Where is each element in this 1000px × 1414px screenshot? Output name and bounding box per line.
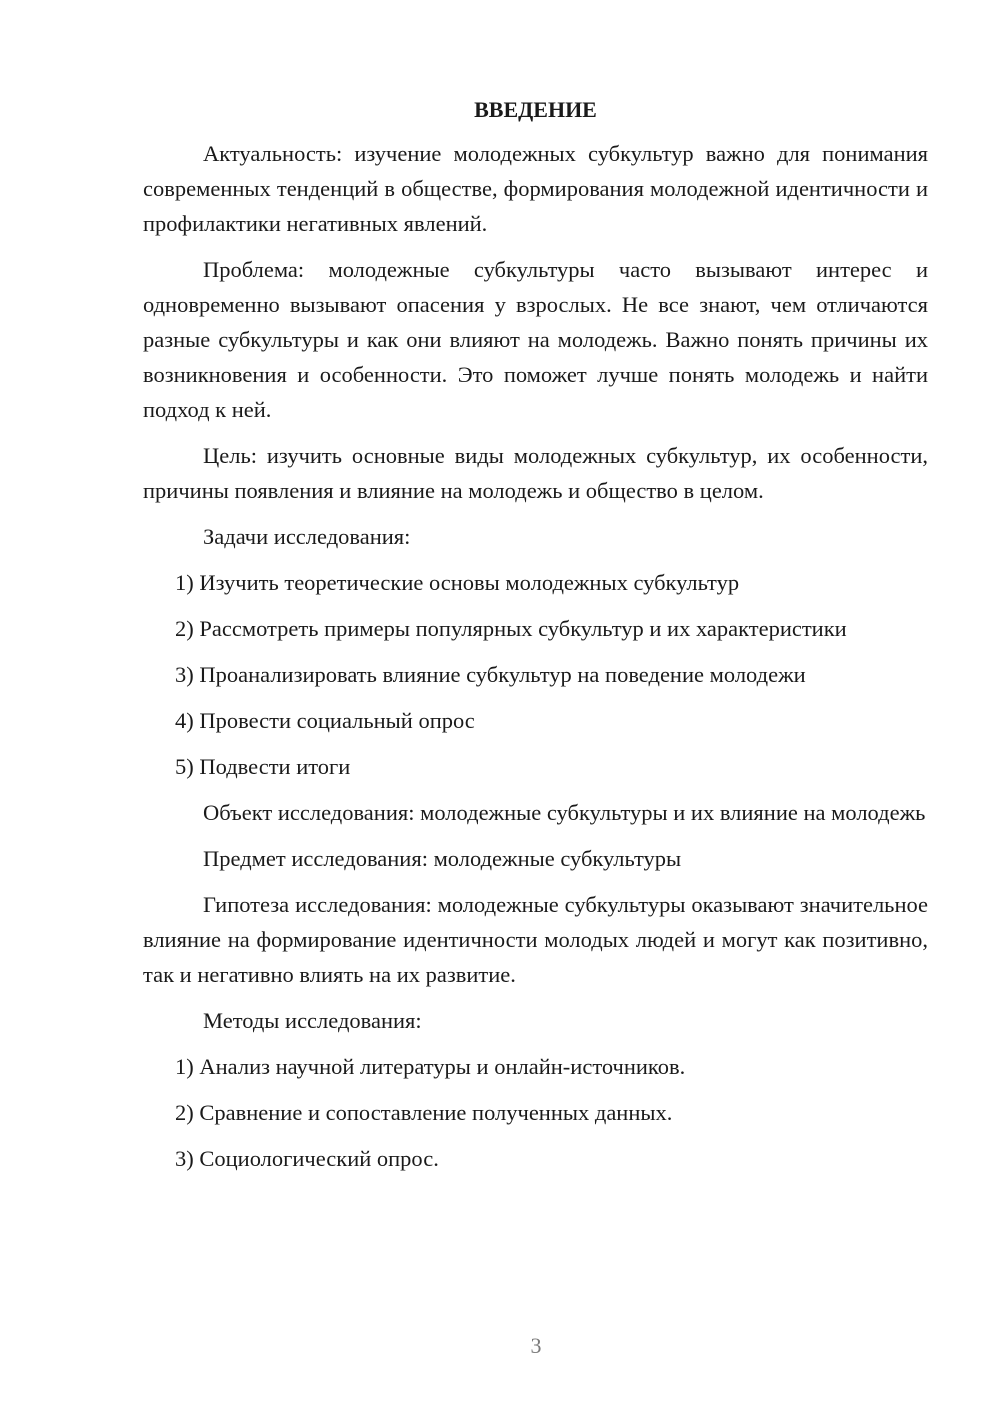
subject-paragraph: Предмет исследования: молодежные субкультуры [203, 846, 682, 871]
list-item: 4) Провести социальный опрос [175, 708, 475, 733]
tasks-list [143, 565, 928, 784]
hypothesis-paragraph: Гипотеза исследования: молодежные субкультуры оказывают значительное влияние на формирование идентичности молодых людей и могут как позитивно, так и негативно влиять на их развитие. [143, 892, 928, 987]
methods-heading: Методы исследования: [203, 1008, 422, 1033]
list-item: 3) Социологический опрос. [175, 1146, 439, 1171]
list-item: 1) Изучить теоретические основы молодежных субкультур [175, 570, 740, 595]
list-item: 2) Сравнение и сопоставление полученных данных. [175, 1100, 673, 1125]
methods-list [143, 1049, 928, 1176]
list-item: 3) Проанализировать влияние субкультур на поведение молодежи [175, 662, 806, 687]
goal-paragraph: Цель: изучить основные виды молодежных субкультур, их особенности, причины появления и влияние на молодежь и общество в целом. [143, 443, 928, 503]
section-title: ВВЕДЕНИЕ [474, 97, 597, 122]
problem-paragraph: Проблема: молодежные субкультуры часто вызывают интерес и одновременно вызывают опасения у взрослых. Не все знают, чем отличаются разные субкультуры и как они влияют на молодежь. Важно понять причины их возникновения и особенности. Это поможет лучше понять молодежь и найти подход к ней. [143, 257, 928, 422]
tasks-heading: Задачи исследования: [203, 524, 411, 549]
relevance-paragraph: Актуальность: изучение молодежных субкультур важно для понимания современных тенденций в обществе, формирования молодежной идентичности и профилактики негативных явлений. [143, 141, 928, 236]
list-item: 5) Подвести итоги [175, 754, 351, 779]
list-item: 1) Анализ научной литературы и онлайн-источников. [175, 1054, 686, 1079]
object-paragraph: Объект исследования: молодежные субкультуры и их влияние на молодежь [203, 800, 926, 825]
page-content [143, 95, 928, 1187]
list-item: 2) Рассмотреть примеры популярных субкультур и их характеристики [175, 616, 847, 641]
page-number: 3 [530, 1333, 542, 1358]
